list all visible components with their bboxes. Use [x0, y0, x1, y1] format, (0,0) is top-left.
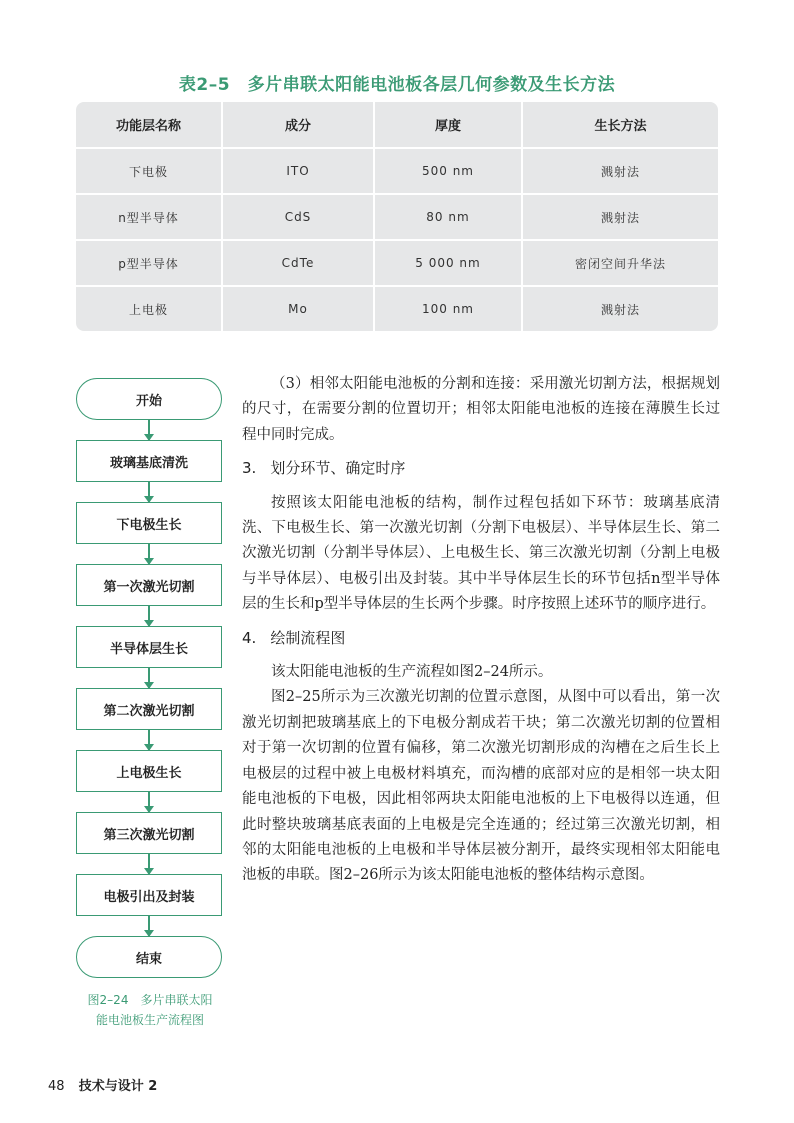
- section-number: 3.: [242, 459, 257, 478]
- flow-step-start: 开始: [76, 378, 222, 420]
- flow-step: 下电极生长: [76, 502, 222, 544]
- section-heading: [242, 456, 720, 481]
- flow-arrow-icon: [148, 854, 150, 874]
- table-row: [76, 240, 718, 286]
- table-header-row: [76, 102, 718, 148]
- cell-thickness: 80 nm: [374, 194, 522, 240]
- body-text: [242, 372, 720, 889]
- flow-arrow-icon: [148, 792, 150, 812]
- flow-step: 玻璃基底清洗: [76, 440, 222, 482]
- parameters-table: [76, 102, 718, 331]
- flow-arrow-icon: [148, 916, 150, 936]
- section-heading-text: 绘制流程图: [270, 628, 346, 647]
- paragraph: 图2–25所示为三次激光切割的位置示意图，从图中可以看出，第一次激光切割把玻璃基底上的下电极分割成若干块；第二次激光切割的位置相对于第一次切割的位置有偏移，第二次激光切割形成的沟槽在之后生长上电极层的过程中被上电极材料填充，而沟槽的底部对应的是相邻一块太阳能电池板的下电极，因此相邻两块太阳能电池板的上下电极得以连通，但此时整块玻璃基底表面的上电极是完全连通的；经过第三次激光切割，相邻的太阳能电池板的上电极和半导体层被分割开，最终实现相邻太阳能电池板的串联。图2–26所示为该太阳能电池板的整体结构示意图。: [242, 689, 720, 884]
- flow-step: 第二次激光切割: [76, 688, 222, 730]
- figure-caption-line: 图2–24 多片串联太阳: [87, 993, 213, 1007]
- cell-layer-name: p型半导体: [76, 240, 222, 286]
- cell-layer-name: n型半导体: [76, 194, 222, 240]
- cell-thickness: 500 nm: [374, 148, 522, 194]
- flow-step: 第三次激光切割: [76, 812, 222, 854]
- cell-composition: ITO: [222, 148, 374, 194]
- cell-composition: Mo: [222, 286, 374, 331]
- page-number: 48: [48, 1079, 65, 1094]
- header-growth-method: 生长方法: [522, 102, 718, 148]
- flow-arrow-icon: [148, 544, 150, 564]
- section-heading-text: 划分环节、确定时序: [270, 459, 406, 478]
- cell-growth-method: 密闭空间升华法: [522, 240, 718, 286]
- flow-step: 第一次激光切割: [76, 564, 222, 606]
- cell-thickness: 100 nm: [374, 286, 522, 331]
- cell-composition: CdS: [222, 194, 374, 240]
- flow-step-end: 结束: [76, 936, 222, 978]
- figure-caption-line: 能电池板生产流程图: [95, 1013, 204, 1027]
- cell-layer-name: 上电极: [76, 286, 222, 331]
- cell-growth-method: 溅射法: [600, 302, 640, 317]
- book-title: 技术与设计 2: [78, 1079, 158, 1094]
- flow-step: 电极引出及封装: [76, 874, 222, 916]
- header-composition: 成分: [222, 102, 374, 148]
- cell-composition: CdTe: [222, 240, 374, 286]
- flow-arrow-icon: [148, 606, 150, 626]
- flow-step: 半导体层生长: [76, 626, 222, 668]
- cell-thickness: 5 000 nm: [374, 240, 522, 286]
- section-heading: [242, 626, 720, 651]
- section-number: 4.: [242, 628, 257, 647]
- flow-arrow-icon: [148, 668, 150, 688]
- table-row: [76, 148, 718, 194]
- flow-arrow-icon: [148, 482, 150, 502]
- table-title: 表2–5 多片串联太阳能电池板各层几何参数及生长方法: [178, 75, 616, 95]
- cell-layer-name: 下电极: [76, 148, 222, 194]
- flow-arrow-icon: [148, 730, 150, 750]
- figure-caption: [70, 990, 230, 1030]
- paragraph: （3）相邻太阳能电池板的分割和连接：采用激光切割方法，根据规划的尺寸，在需要分割的位置切开；相邻太阳能电池板的连接在薄膜生长过程中同时完成。: [242, 376, 720, 443]
- table-row: [76, 194, 718, 240]
- paragraph: 该太阳能电池板的生产流程如图2–24所示。: [271, 664, 553, 681]
- header-thickness: 厚度: [374, 102, 522, 148]
- cell-growth-method: 溅射法: [522, 148, 718, 194]
- paragraph: 按照该太阳能电池板的结构，制作过程包括如下环节：玻璃基底清洗、下电极生长、第一次激光切割（分割下电极层）、半导体层生长、第二次激光切割（分割半导体层）、上电极生长、第三次激光切割（分割上电极与半导体层）、电极引出及封装。其中半导体层生长的环节包括n型半导体层的生长和p型半导体层的生长两个步骤。时序按照上述环节的顺序进行。: [242, 494, 720, 613]
- table-row: [76, 286, 718, 331]
- flow-arrow-icon: [148, 420, 150, 440]
- flow-step: 上电极生长: [76, 750, 222, 792]
- page-footer: [48, 1075, 157, 1094]
- cell-growth-method: 溅射法: [522, 194, 718, 240]
- header-layer-name: 功能层名称: [76, 102, 222, 148]
